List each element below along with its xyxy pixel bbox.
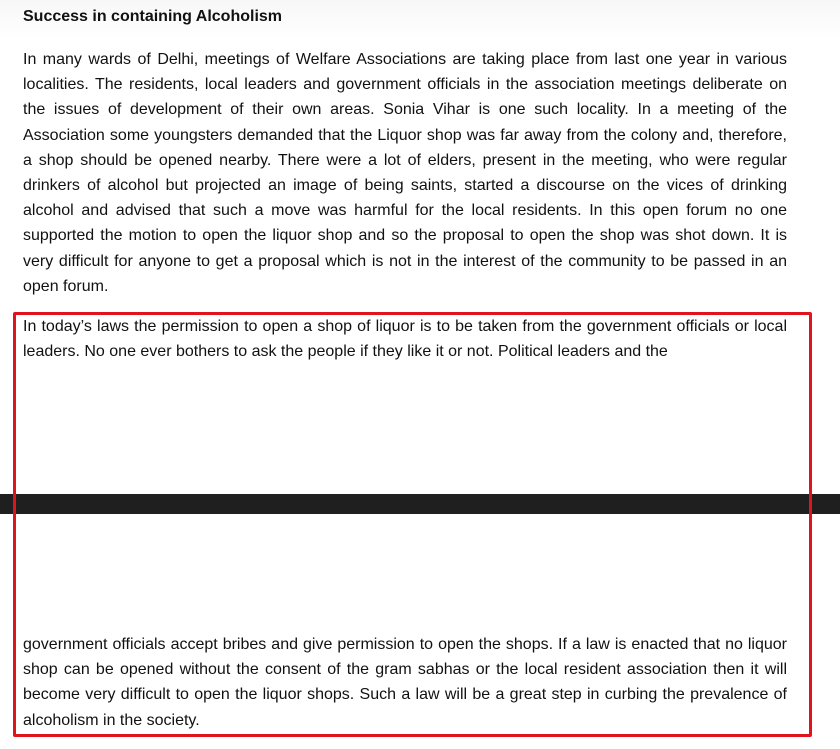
paragraph-laws-part-2: government officials accept bribes and give permission to open the shops. If a law is enacted that no liquor shop can be opened without the consent of the gram sabhas or the local resident association then it will become very difficult to open the liquor shops. Such a law will be a great step in curbing the prevalence of alcoholism in the society.	[23, 636, 787, 729]
paragraph-welfare-associations: In many wards of Delhi, meetings of Welfare Associations are taking place from last one year in various localities. The residents, local leaders and government officials in the association meetings deliberate on the issues of development of their own areas. Sonia Vihar is one such locality. In a meeting of the Association some youngsters demanded that the Liquor shop was far away from the colony and, therefore, a shop should be opened nearby. There were a lot of elders, present in the meeting, who were regular drinkers of alcohol but projected an image of being saints, started a discourse on the vices of drinking alcohol and advised that such a move was harmful for the local residents. In this open forum no one supported the motion to open the liquor shop and so the proposal to open the shop was shot down. It is very difficult for anyone to get a proposal which is not in the interest of the community to be passed in an open forum.	[23, 51, 787, 295]
highlight-box	[13, 312, 812, 737]
paragraph-laws-part-1: In today’s laws the permission to open a shop of liquor is to be taken from the government officials or local leaders. No one ever bothers to ask the people if they like it or not. Political leaders and the	[23, 318, 787, 361]
section-title: Success in containing Alcoholism	[23, 8, 283, 25]
